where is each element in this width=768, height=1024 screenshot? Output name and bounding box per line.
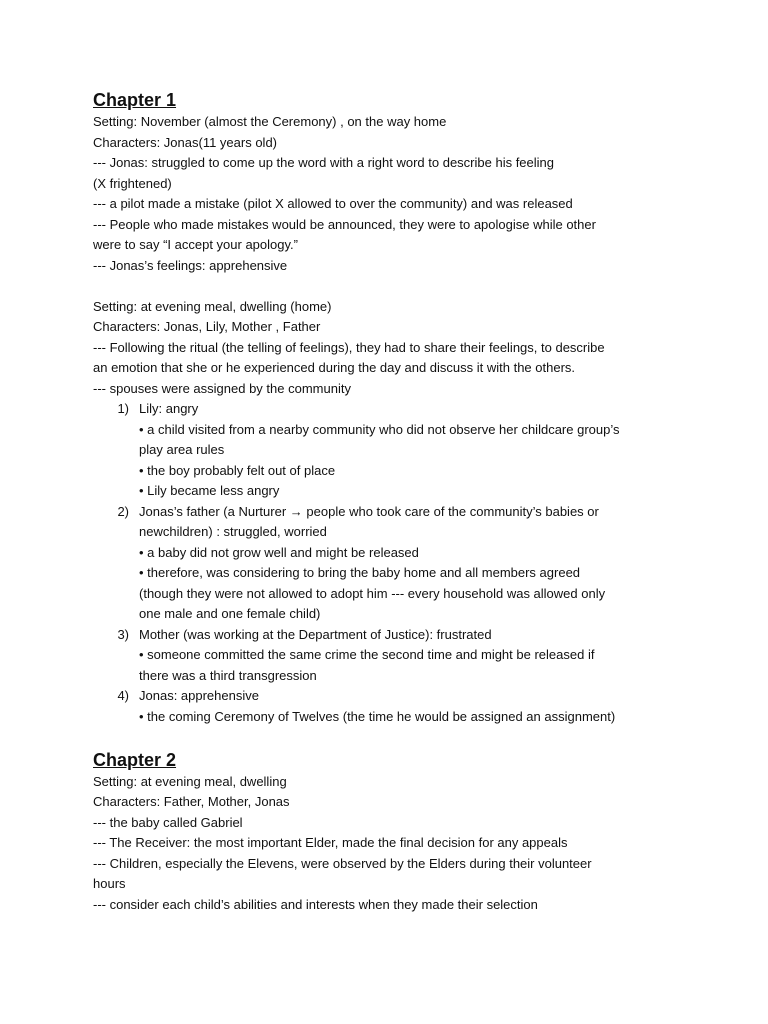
setting-line: Setting: at evening meal, dwelling xyxy=(93,773,287,789)
note-line: were to say “I accept your apology.” xyxy=(93,237,298,252)
note-line: --- the baby called Gabriel xyxy=(93,814,243,830)
chapter-1-section xyxy=(93,112,693,727)
list-number: 2) xyxy=(117,503,129,519)
list-item xyxy=(93,625,693,646)
bullet-line: • someone committed the same crime the second time and might be released if xyxy=(139,647,595,662)
bullet-line: • a baby did not grow well and might be released xyxy=(139,544,419,560)
note-line: an emotion that she or he experienced during the day and discuss it with the others. xyxy=(93,360,576,375)
setting-line: Setting: November (almost the Ceremony) , on the way home xyxy=(93,114,447,129)
list-item xyxy=(93,502,693,523)
note-line: --- a pilot made a mistake (pilot X allowed to over the community) and was released xyxy=(93,196,573,211)
list-item xyxy=(93,399,693,420)
list-item xyxy=(93,686,693,707)
note-line: --- consider each child’s abilities and interests when they made their selection xyxy=(93,896,538,912)
characters-line: Characters: Father, Mother, Jonas xyxy=(93,794,290,809)
characters-line: Characters: Jonas, Lily, Mother , Father xyxy=(93,319,321,334)
list-item-text: people who took care of the community’s babies or xyxy=(306,503,599,519)
chapter-2-heading: Chapter 2 xyxy=(93,749,177,770)
note-line: --- Following the ritual (the telling of feelings), they had to share their feelings, to describe xyxy=(93,339,605,355)
chapter-2-section xyxy=(93,772,693,916)
list-item-text: Lily: angry xyxy=(139,401,199,416)
paragraph-gap xyxy=(93,276,693,297)
bullet-line: one male and one female child) xyxy=(139,606,321,621)
list-item-text: Mother (was working at the Department of Justice): frustrated xyxy=(139,626,492,642)
list-item-text: Jonas’s father (a Nurturer xyxy=(139,503,287,519)
note-line: --- People who made mistakes would be announced, they were to apologise while other xyxy=(93,216,596,232)
setting-line: Setting: at evening meal, dwelling (home) xyxy=(93,298,332,314)
bullet-line: • a child visited from a nearby community who did not observe her childcare group’s xyxy=(139,421,620,437)
bullet-line: play area rules xyxy=(139,442,225,457)
document-body xyxy=(93,88,693,915)
note-line: --- spouses were assigned by the community xyxy=(93,380,351,396)
note-line: (X frightened) xyxy=(93,175,172,191)
bullet-line: (though they were not allowed to adopt him --- every household was allowed only xyxy=(139,585,606,601)
arrow-right-icon: → xyxy=(289,503,303,519)
numbered-list xyxy=(93,399,693,727)
characters-line: Characters: Jonas(11 years old) xyxy=(93,134,278,150)
bullet-line: • the coming Ceremony of Twelves (the time he would be assigned an assignment) xyxy=(139,708,616,724)
paragraph-gap xyxy=(93,727,693,748)
list-item-continuation: newchildren) : struggled, worried xyxy=(139,524,327,539)
note-line: --- The Receiver: the most important Elder, made the final decision for any appeals xyxy=(93,835,568,850)
note-line: hours xyxy=(93,876,126,891)
list-number: 1) xyxy=(117,401,129,416)
note-line: --- Children, especially the Elevens, were observed by the Elders during their volunteer xyxy=(93,855,592,871)
chapter-1-heading: Chapter 1 xyxy=(93,90,177,110)
list-number: 3) xyxy=(117,626,129,642)
note-line: --- Jonas’s feelings: apprehensive xyxy=(93,257,288,273)
list-item-text: Jonas: apprehensive xyxy=(139,688,259,703)
bullet-line: there was a third transgression xyxy=(139,667,317,683)
note-line: --- Jonas: struggled to come up the word with a right word to describe his feeling xyxy=(93,155,555,170)
bullet-line: • Lily became less angry xyxy=(139,483,280,498)
bullet-line: • therefore, was considering to bring the baby home and all members agreed xyxy=(139,565,581,580)
bullet-line: • the boy probably felt out of place xyxy=(139,462,336,478)
list-number: 4) xyxy=(117,688,129,703)
